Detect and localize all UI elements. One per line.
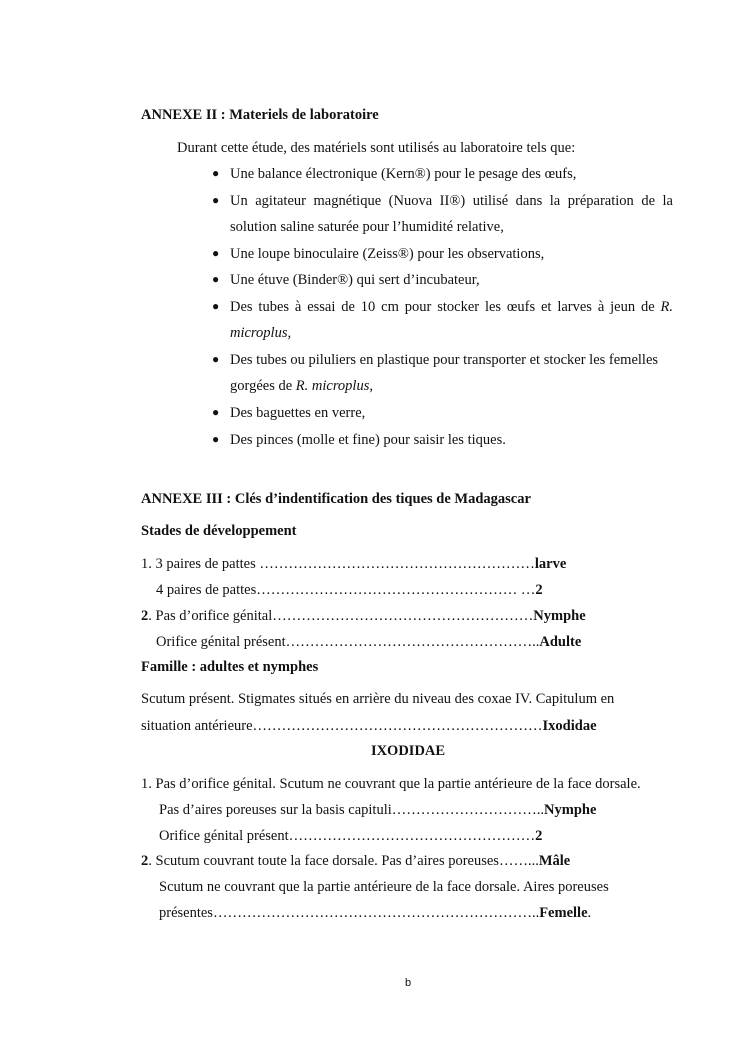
list-item-continuation: solution saline saturée pour l’humidité relative,	[230, 219, 504, 235]
list-item: Des tubes à essai de 10 cm pour stocker les œufs et larves à jeun de R.	[230, 299, 673, 315]
list-item: Des baguettes en verre,	[230, 405, 366, 421]
key-line: 1. 3 paires de pattes …………………………………………………larve	[141, 556, 567, 572]
key-line: 1. Pas d’orifice génital. Scutum ne couvrant que la partie antérieure de la face dorsale.	[141, 776, 641, 792]
bullet-icon: ●	[212, 432, 220, 446]
list-item: Une loupe binoculaire (Zeiss®) pour les observations,	[230, 246, 545, 262]
bullet-icon: ●	[212, 166, 220, 180]
list-item: Des tubes ou piluliers en plastique pour transporter et stocker les femelles	[230, 352, 659, 368]
key-line: présentes…………………………………………………………..Femelle.	[159, 905, 592, 921]
famille-text: Scutum présent. Stigmates situés en arrière du niveau des coxae IV. Capitulum en	[141, 691, 615, 707]
list-item-continuation: microplus,	[230, 325, 292, 341]
bullet-icon: ●	[212, 272, 220, 286]
bullet-icon: ●	[212, 352, 220, 366]
famille-heading: Famille : adultes et nymphes	[141, 659, 319, 675]
annex2-intro: Durant cette étude, des matériels sont utilisés au laboratoire tels que:	[177, 140, 576, 156]
key-line: 2. Pas d’orifice génital………………………………………………Nymphe	[141, 608, 586, 624]
list-item: Des pinces (molle et fine) pour saisir les tiques.	[230, 432, 506, 448]
bullet-icon: ●	[212, 246, 220, 260]
key-line: Orifice génital présent……………………………………………..Adulte	[156, 634, 582, 650]
key-line: 2. Scutum couvrant toute la face dorsale. Pas d’aires poreuses……...Mâle	[141, 853, 571, 869]
bullet-icon: ●	[212, 405, 220, 419]
key-line: 4 paires de pattes……………………………………………… …2	[156, 582, 543, 598]
list-item: Une balance électronique (Kern®) pour le pesage des œufs,	[230, 166, 577, 182]
annex2-title: ANNEXE II : Materiels de laboratoire	[141, 107, 379, 123]
key-line: Orifice génital présent……………………………………………2	[159, 828, 543, 844]
key-line: Scutum ne couvrant que la partie antérieure de la face dorsale. Aires poreuses	[159, 879, 609, 895]
key-line: Pas d’aires poreuses sur la basis capituli…………………………..Nymphe	[159, 802, 597, 818]
annex3-title: ANNEXE III : Clés d’indentification des tiques de Madagascar	[141, 491, 531, 507]
stades-heading: Stades de développement	[141, 523, 297, 539]
bullet-icon: ●	[212, 299, 220, 313]
page-number: b	[404, 977, 412, 989]
list-item: Une étuve (Binder®) qui sert d’incubateur,	[230, 272, 480, 288]
bullet-icon: ●	[212, 193, 220, 207]
list-item: Un agitateur magnétique (Nuova II®) utilisé dans la préparation de la	[230, 193, 673, 209]
list-item-continuation: gorgées de R. microplus,	[230, 378, 373, 394]
famille-text: situation antérieure……………………………………………………Ixodidae	[141, 718, 597, 734]
ixodidae-heading: IXODIDAE	[370, 743, 446, 759]
